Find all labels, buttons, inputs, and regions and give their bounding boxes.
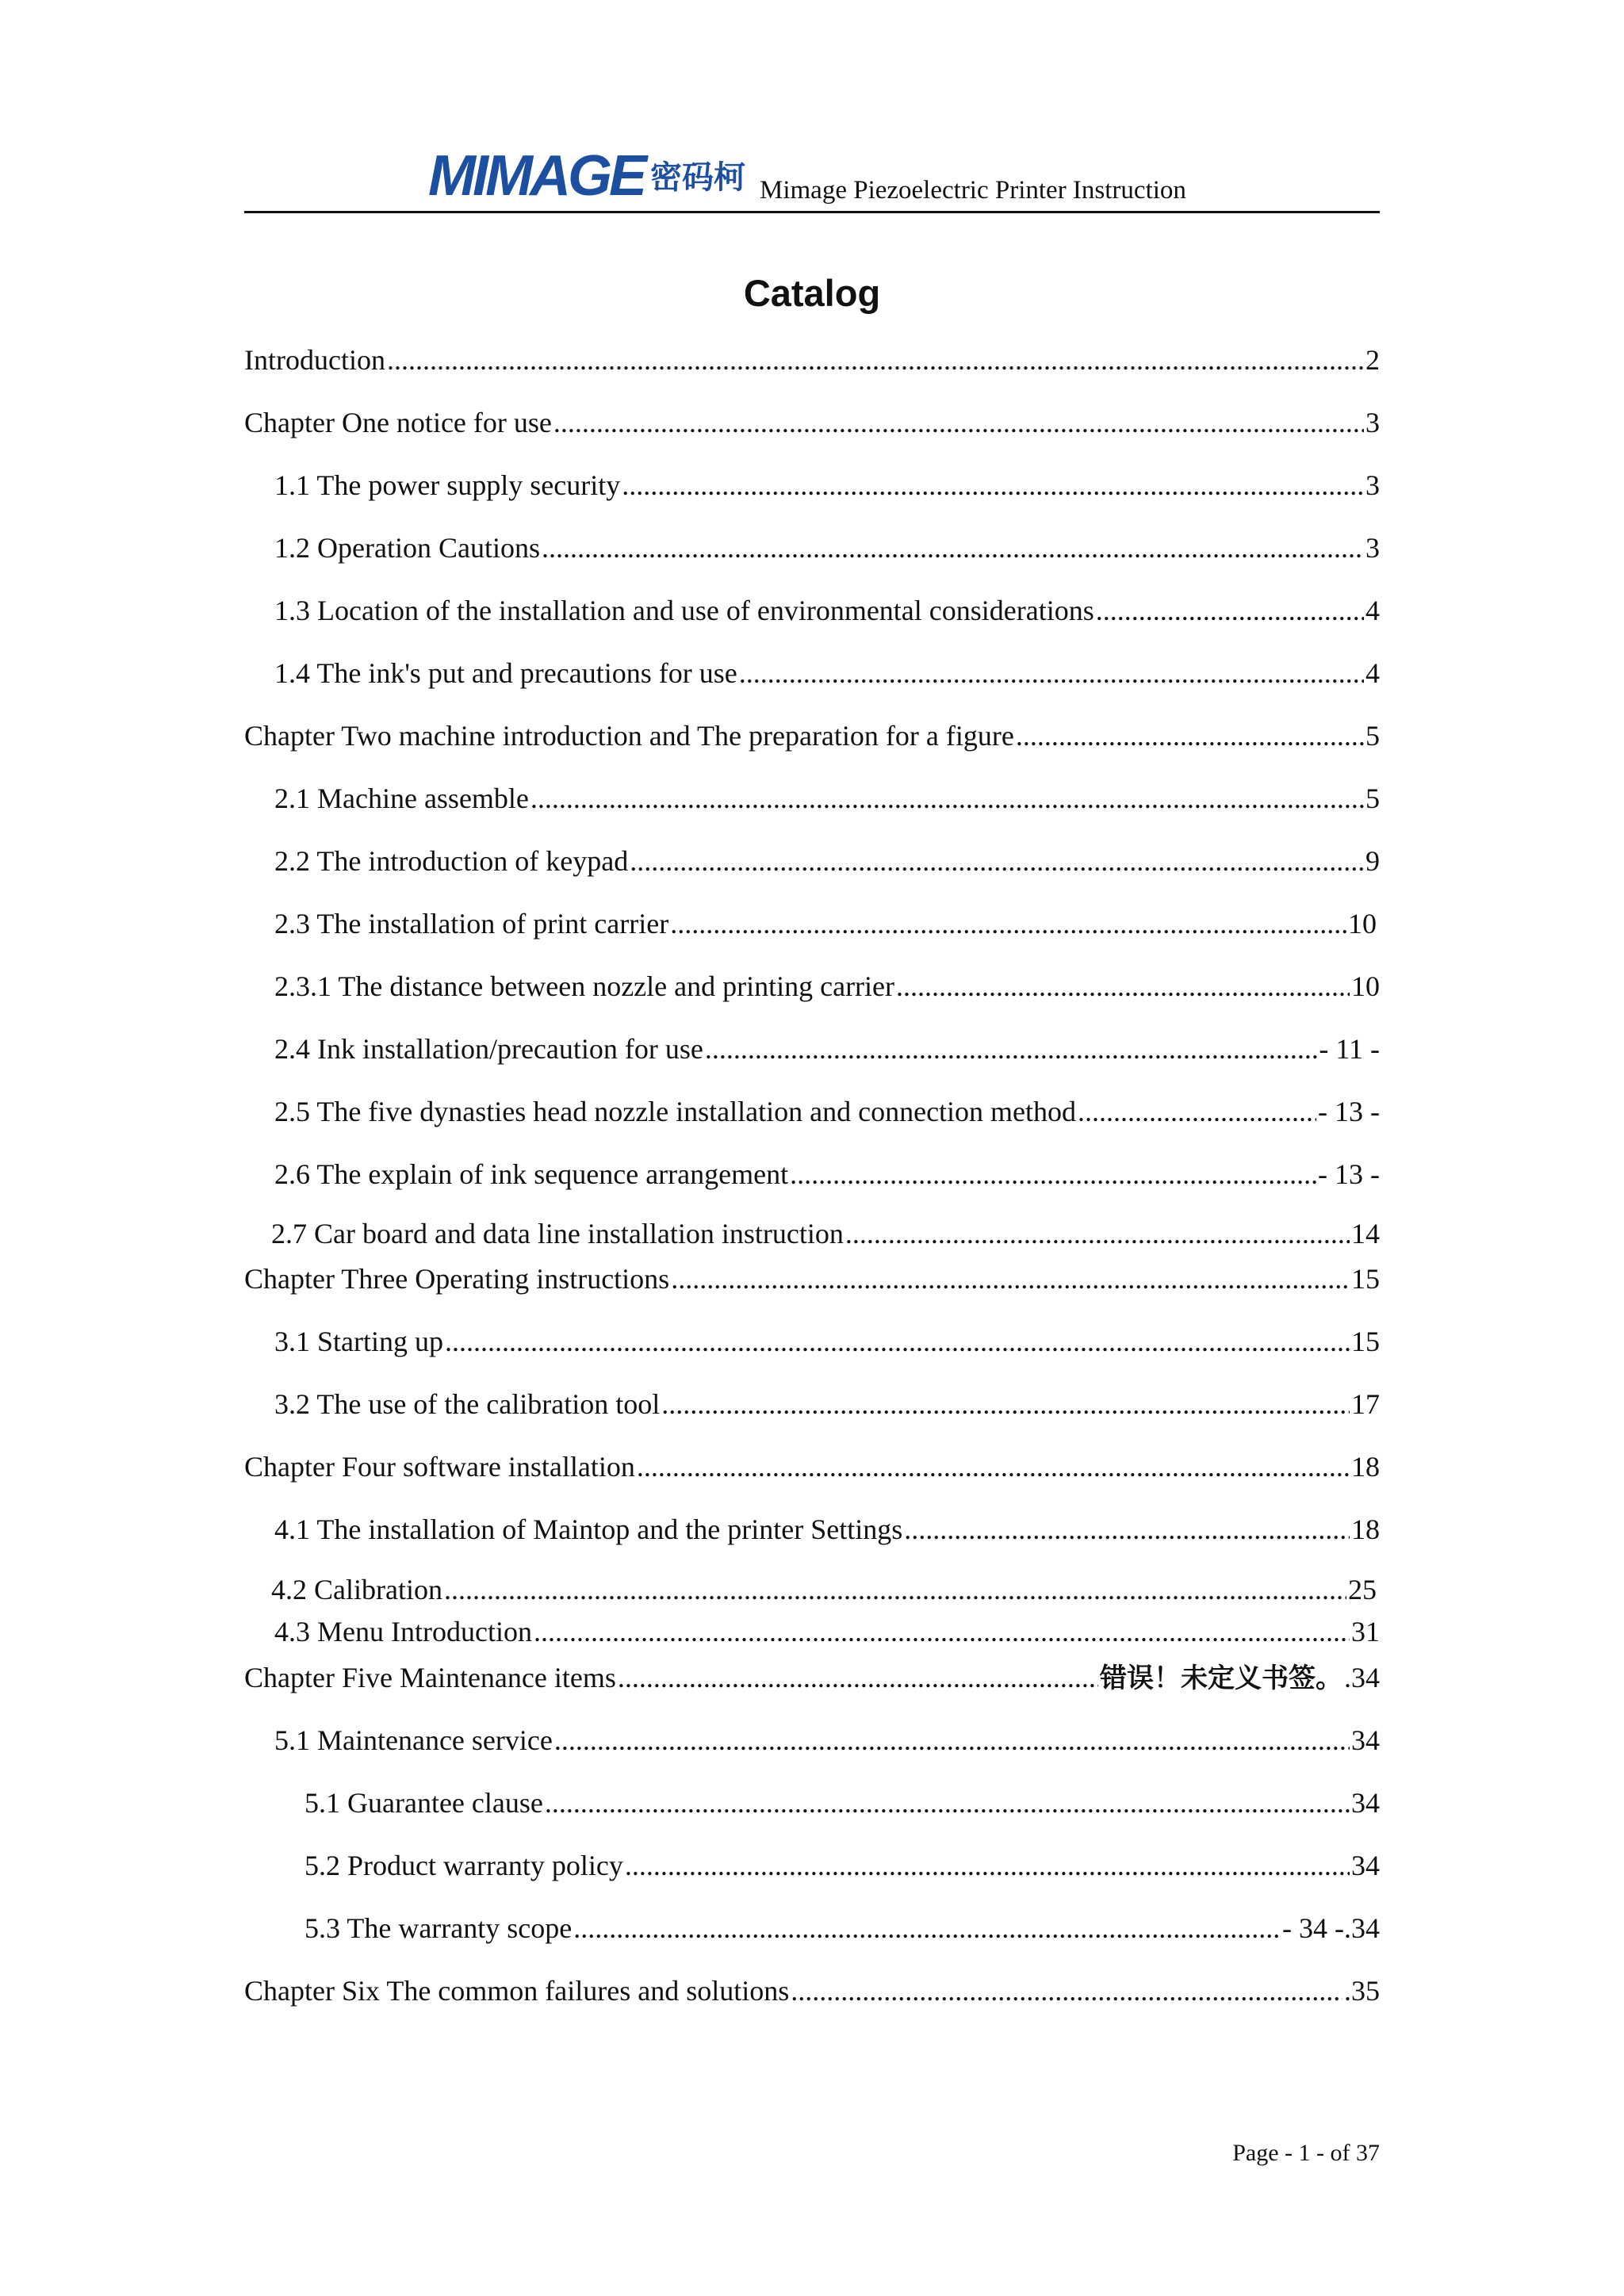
toc-leader (661, 1387, 1350, 1422)
toc-page-number: 9 (1365, 845, 1380, 877)
toc-entry-text: 2.3 The installation of print carrier (274, 908, 669, 939)
toc-entry-2-1[interactable] (274, 781, 1380, 816)
logo-word: MIMAGE (428, 144, 644, 208)
toc-page-number: 17 (1351, 1388, 1380, 1420)
toc-entry-text: Chapter Four software installation (244, 1451, 635, 1483)
toc-page-number: 5 (1365, 720, 1380, 752)
toc-entry-text: 4.1 The installation of Maintop and the printer Settings (274, 1513, 903, 1545)
toc-entry-text: 1.1 The power supply security (274, 469, 621, 501)
toc-entry-text: 2.4 Ink installation/precaution for use (274, 1033, 703, 1065)
toc-page-number: 14 (1351, 1218, 1380, 1249)
toc-bookmark-error: 错误！未定义书签。 (1100, 1663, 1342, 1694)
toc-page-number: 15 (1351, 1326, 1380, 1357)
toc-entry-text: 3.2 The use of the calibration tool (274, 1388, 661, 1420)
toc-entry-5-2[interactable] (304, 1848, 1380, 1883)
toc-entry-text: Chapter One notice for use (244, 407, 552, 438)
page-header (244, 135, 1380, 213)
toc-page-number: 3 (1365, 469, 1380, 501)
toc-leader (625, 1848, 1350, 1883)
toc-leader (545, 1785, 1350, 1820)
toc-entry-3-2[interactable] (274, 1387, 1380, 1422)
toc-entry-text: 5.1 Maintenance service (274, 1724, 553, 1756)
toc-entry-text: 1.2 Operation Cautions (274, 532, 540, 564)
toc-page-number: 34 (1351, 1724, 1380, 1756)
toc-entry-text: 2.5 The five dynasties head nozzle installation and connection method (274, 1096, 1077, 1127)
toc-entry-text: 2.2 The introduction of keypad (274, 845, 629, 877)
toc-entry-text: 2.6 The explain of ink sequence arrangement (274, 1158, 789, 1190)
toc-entry-1-3[interactable] (274, 593, 1380, 628)
toc-page-number: 5 (1365, 783, 1380, 814)
toc-entry-2-7[interactable] (271, 1216, 1380, 1251)
toc-entry-1-1[interactable] (274, 468, 1380, 503)
toc-page-number: 3 (1365, 532, 1380, 564)
toc-leader (671, 1261, 1350, 1296)
toc-leader (630, 844, 1364, 878)
toc-entry-text: 4.2 Calibration (271, 1574, 442, 1605)
toc-entry-chapter-four[interactable] (244, 1449, 1380, 1484)
toc-entry-text: 2.7 Car board and data line installation instruction (271, 1218, 844, 1249)
toc-page-number: 34 (1351, 1787, 1380, 1819)
toc-page-number: 4 (1365, 595, 1380, 626)
toc-entry-1-2[interactable] (274, 530, 1380, 565)
toc-leader (445, 1324, 1350, 1359)
page-footer: Page - 1 - of 37 (1232, 2140, 1380, 2166)
toc-page-number: 2 (1365, 344, 1380, 376)
toc-leader (1016, 718, 1364, 753)
toc-leader (670, 906, 1346, 941)
toc-page-number: .35 (1344, 1975, 1380, 2007)
toc-page-number: 18 (1351, 1513, 1380, 1545)
toc-page-number: 4 (1365, 657, 1380, 689)
toc-entry-3-1[interactable] (274, 1324, 1380, 1359)
toc-page-number: 25 (1348, 1574, 1377, 1605)
toc-entry-text: 2.3.1 The distance between nozzle and printing carrier (274, 970, 895, 1002)
toc-entry-text: 5.2 Product warranty policy (304, 1850, 623, 1881)
toc-entry-text: 3.1 Starting up (274, 1326, 443, 1357)
toc-leader (904, 1512, 1350, 1547)
toc-leader (790, 1157, 1316, 1192)
toc-leader (845, 1216, 1350, 1251)
toc-page-number: 3 (1365, 407, 1380, 438)
toc-entry-text: 2.1 Machine assemble (274, 783, 529, 814)
toc-leader (573, 1911, 1281, 1946)
toc-entry-2-5[interactable] (274, 1094, 1380, 1129)
toc-entry-2-3[interactable] (274, 906, 1377, 941)
toc-leader (542, 530, 1364, 565)
toc-leader (637, 1449, 1350, 1484)
toc-leader (553, 405, 1364, 440)
toc-page-number: - 11 - (1319, 1033, 1380, 1065)
toc-entry-chapter-three[interactable] (244, 1261, 1380, 1296)
toc-entry-4-2[interactable] (271, 1572, 1377, 1607)
toc-entry-2-4[interactable] (274, 1031, 1380, 1066)
toc-entry-2-3-1[interactable] (274, 969, 1380, 1004)
toc-entry-text: Introduction (244, 344, 385, 376)
toc-entry-5-3[interactable] (304, 1911, 1380, 1946)
toc-page-number: 18 (1351, 1451, 1380, 1483)
toc-entry-text: 5.3 The warranty scope (304, 1912, 573, 1944)
toc-leader (1078, 1094, 1316, 1129)
toc-page-number: 10 (1351, 970, 1380, 1002)
toc-entry-chapter-six[interactable] (244, 1973, 1380, 2008)
toc-page-number: .34 (1344, 1662, 1380, 1693)
toc-entry-4-1[interactable] (274, 1512, 1380, 1547)
toc-leader (554, 1723, 1350, 1758)
toc-entry-text: 5.1 Guarantee clause (304, 1787, 543, 1819)
toc-entry-introduction[interactable] (244, 342, 1380, 377)
toc-entry-text: 4.3 Menu Introduction (274, 1616, 532, 1647)
toc-entry-chapter-one[interactable] (244, 405, 1380, 440)
toc-leader (791, 1973, 1342, 2008)
toc-entry-chapter-two[interactable] (244, 718, 1380, 753)
toc-page-number: - 34 -.34 (1282, 1912, 1380, 1944)
toc-entry-5-1-service[interactable] (274, 1723, 1380, 1758)
toc-page-number: 31 (1351, 1616, 1380, 1647)
toc-entry-text: Chapter Two machine introduction and The preparation for a figure (244, 720, 1014, 752)
toc-entry-5-1-guarantee[interactable] (304, 1785, 1380, 1820)
toc-entry-text: Chapter Six The common failures and solutions (244, 1975, 790, 2007)
toc-leader (739, 656, 1364, 691)
logo-chinese: 密码柯 (649, 159, 745, 196)
toc-entry-chapter-five[interactable] (244, 1660, 1380, 1696)
toc-leader (534, 1614, 1350, 1649)
brand-logo (428, 144, 745, 208)
toc-leader (705, 1031, 1317, 1066)
toc-page-number: 15 (1351, 1263, 1380, 1295)
toc-entry-text: Chapter Three Operating instructions (244, 1263, 670, 1295)
toc-entry-text: Chapter Five Maintenance items (244, 1662, 616, 1693)
toc-leader (530, 781, 1364, 816)
toc-leader (1096, 593, 1364, 628)
catalog-title: Catalog (743, 272, 881, 314)
toc-page-number: 10 (1348, 908, 1377, 939)
toc-entry-text: 1.4 The ink's put and precautions for use (274, 657, 737, 689)
toc-page-number: 34 (1351, 1850, 1380, 1881)
header-title: Mimage Piezoelectric Printer Instruction (760, 176, 1186, 205)
toc-entry-2-6[interactable] (274, 1157, 1380, 1192)
toc-entry-2-2[interactable] (274, 844, 1380, 878)
toc-leader (622, 468, 1364, 503)
toc-entry-text: 1.3 Location of the installation and use of environmental considerations (274, 595, 1094, 626)
toc-leader (387, 342, 1364, 377)
toc-leader (618, 1660, 1098, 1695)
toc-page-number: - 13 - (1318, 1158, 1380, 1190)
toc-entry-1-4[interactable] (274, 656, 1380, 691)
toc-page-number: - 13 - (1318, 1096, 1380, 1127)
toc-leader (444, 1572, 1346, 1607)
toc-entry-4-3[interactable] (274, 1614, 1380, 1649)
toc-leader (896, 969, 1350, 1004)
